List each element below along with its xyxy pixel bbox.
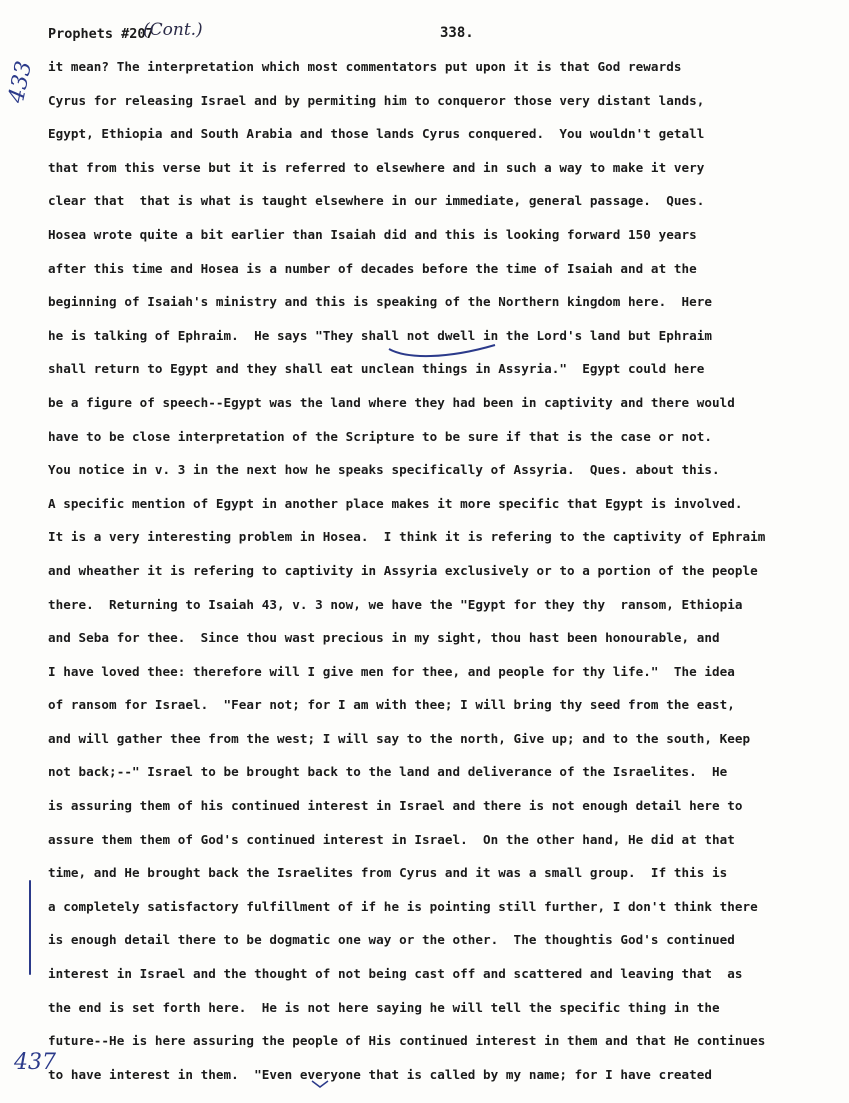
text-line: Cyrus for releasing Israel and by permiting him to conqueror those very distant lands, xyxy=(48,92,705,108)
text-line: time, and He brought back the Israelites from Cyrus and it was a small group. If this is xyxy=(48,865,728,881)
text-line: is enough detail there to be dogmatic one way or the other. The thoughtis God's continued xyxy=(48,932,735,948)
margin-note-top: 433 xyxy=(4,58,38,106)
text-line: is assuring them of his continued interest in Israel and there is not enough detail here to xyxy=(48,798,743,814)
text-line: there. Returning to Isaiah 43, v. 3 now, we have the "Egypt for they thy ransom, Ethiopia xyxy=(48,596,743,612)
header-handwritten-note: (Cont.) xyxy=(143,20,203,40)
text-line: assure them them of God's continued interest in Israel. On the other hand, He did at that xyxy=(48,831,735,847)
body-text xyxy=(48,57,848,1098)
text-line: a completely satisfactory fulfillment of if he is pointing still further, I don't think there xyxy=(48,898,758,914)
text-line: It is a very interesting problem in Hosea. I think it is refering to the captivity of Ephraim xyxy=(48,529,766,545)
text-line: and Seba for thee. Since thou wast precious in my sight, thou hast been honourable, and xyxy=(48,630,720,646)
text-line: and will gather thee from the west; I will say to the north, Give up; and to the south, Keep xyxy=(48,730,751,746)
text-line: not back;--" Israel to be brought back to the land and deliverance of the Israelites. He xyxy=(48,764,728,780)
margin-bracket-mark xyxy=(29,880,31,975)
text-line: interest in Israel and the thought of not being cast off and scattered and leaving that as xyxy=(48,966,743,982)
text-line: clear that that is what is taught elsewhere in our immediate, general passage. Ques. xyxy=(48,193,705,209)
text-line: be a figure of speech--Egypt was the land where they had been in captivity and there would xyxy=(48,394,735,410)
text-line: shall return to Egypt and they shall eat unclean things in Assyria." Egypt could here xyxy=(48,361,705,377)
text-line: A specific mention of Egypt in another place makes it more specific that Egypt is involved. xyxy=(48,495,743,511)
text-line: the end is set forth here. He is not here saying he will tell the specific thing in the xyxy=(48,999,720,1015)
text-line: You notice in v. 3 in the next how he speaks specifically of Assyria. Ques. about this. xyxy=(48,462,720,478)
header-label: Prophets #207 xyxy=(48,26,154,42)
text-line: to have interest in them. "Even everyone that is called by my name; for I have created xyxy=(48,1066,712,1082)
text-line: it mean? The interpretation which most commentators put upon it is that God rewards xyxy=(48,59,682,74)
text-line: of ransom for Israel. "Fear not; for I am with thee; I will bring thy seed from the east, xyxy=(48,697,735,713)
page-number: 338. xyxy=(440,25,474,41)
text-line: future--He is here assuring the people of His continued interest in them and that He continues xyxy=(48,1033,766,1049)
text-line: Egypt, Ethiopia and South Arabia and those lands Cyrus conquered. You wouldn't getall xyxy=(48,126,705,142)
text-line: beginning of Isaiah's ministry and this is speaking of the Northern kingdom here. Here xyxy=(48,294,712,310)
text-line: that from this verse but it is referred to elsewhere and in such a way to make it very xyxy=(48,159,705,175)
text-line: I have loved thee: therefore will I give men for thee, and people for thy life." The idea xyxy=(48,663,735,679)
text-line: and wheather it is refering to captivity in Assyria exclusively or to a portion of the people xyxy=(48,562,758,578)
margin-note-bottom: 437 xyxy=(14,1050,56,1075)
text-line: Hosea wrote quite a bit earlier than Isaiah did and this is looking forward 150 years xyxy=(48,226,697,242)
text-line: he is talking of Ephraim. He says "They shall not dwell in the Lord's land but Ephraim xyxy=(48,327,712,343)
text-line: after this time and Hosea is a number of decades before the time of Isaiah and at the xyxy=(48,260,697,276)
text-line: have to be close interpretation of the Scripture to be sure if that is the case or not. xyxy=(48,428,712,444)
